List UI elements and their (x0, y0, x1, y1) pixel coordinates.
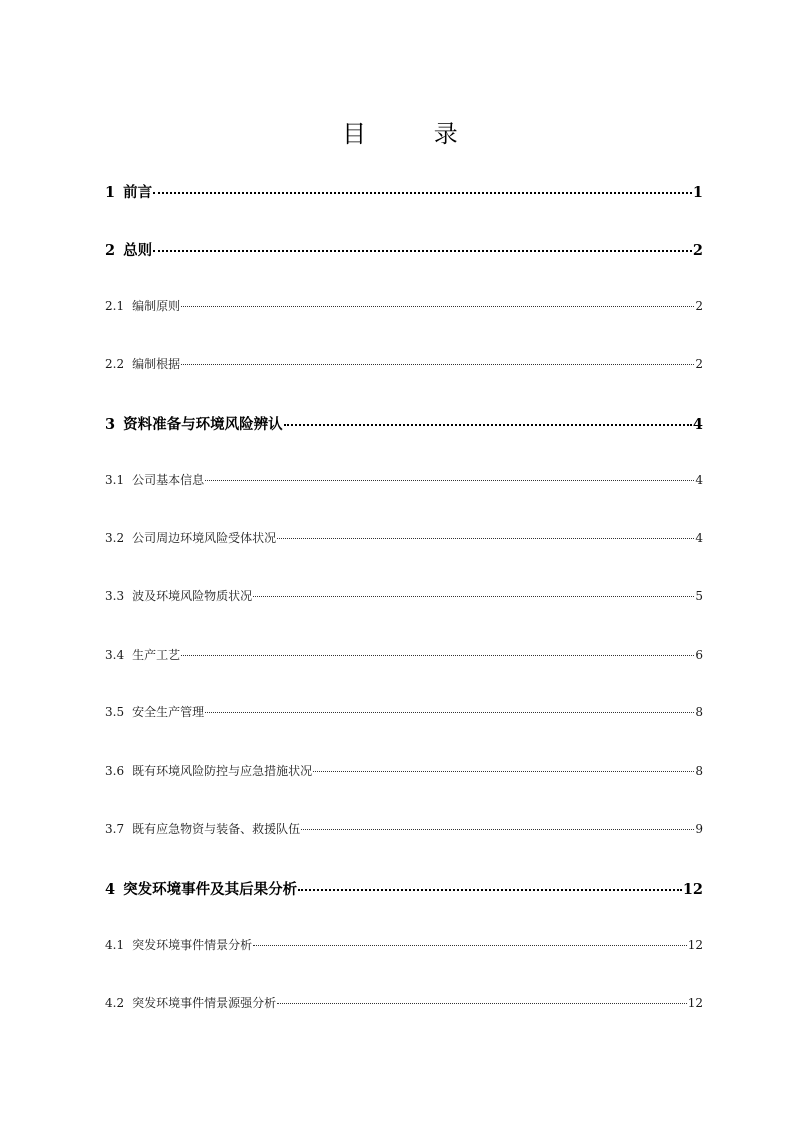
toc-entry-3-6[interactable] (105, 762, 703, 779)
toc-entry-3-1[interactable] (105, 471, 703, 488)
toc-entry-label: 4.1 突发环境事件情景分析 (105, 938, 253, 952)
toc-page-number: 12 (682, 880, 703, 898)
toc-page-number: 4 (692, 415, 703, 433)
toc-entry-label: 4 突发环境事件及其后果分析 (105, 880, 298, 898)
dot-leader (253, 584, 694, 597)
toc-entry-3-2[interactable] (105, 529, 703, 546)
toc-entry-label: 4.2 突发环境事件情景源强分析 (105, 996, 277, 1010)
toc-page-number: 2 (695, 299, 703, 313)
dot-leader (301, 817, 694, 830)
dot-leader (253, 933, 687, 946)
toc-entry-4[interactable] (105, 877, 703, 899)
toc-entry-label: 1 前言 (105, 183, 153, 201)
toc-entry-label: 3 资料准备与环境风险辨认 (105, 415, 283, 433)
toc-title: 目 录 (342, 120, 488, 148)
dot-leader (284, 409, 692, 426)
dot-leader (313, 759, 694, 772)
toc-entry-3-5[interactable] (105, 703, 703, 720)
toc-entry-3-3[interactable] (105, 587, 703, 604)
toc-entry-label: 2.1 编制原则 (105, 299, 181, 313)
toc-page-number: 8 (695, 705, 703, 719)
toc-page-number: 9 (695, 822, 703, 836)
toc-page-number: 8 (695, 764, 703, 778)
toc-entry-2-1[interactable] (105, 297, 703, 314)
toc-page-number: 2 (695, 357, 703, 371)
toc-entry-4-2[interactable] (105, 994, 703, 1011)
toc-entry-3-4[interactable] (105, 646, 703, 663)
dot-leader (181, 643, 694, 656)
dot-leader (277, 991, 687, 1004)
toc-entry-label: 3.1 公司基本信息 (105, 473, 205, 487)
toc-entry-label: 2 总则 (105, 241, 153, 259)
toc-page-number: 4 (695, 473, 703, 487)
toc-entry-label: 3.4 生产工艺 (105, 648, 181, 662)
toc-entry-label: 3.6 既有环境风险防控与应急措施状况 (105, 764, 313, 778)
dot-leader (181, 352, 694, 365)
toc-entry-3-7[interactable] (105, 820, 703, 837)
toc-page-number: 5 (695, 589, 703, 603)
toc-page-number: 4 (695, 531, 703, 545)
toc-entry-label: 2.2 编制根据 (105, 357, 181, 371)
toc-entry-3[interactable] (105, 412, 703, 434)
dot-leader (181, 294, 694, 307)
toc-entry-2[interactable] (105, 238, 703, 260)
toc-page-number: 12 (687, 996, 703, 1010)
dot-leader (153, 177, 692, 194)
toc-entry-4-1[interactable] (105, 936, 703, 953)
toc-entry-1[interactable] (105, 180, 703, 202)
toc-page-number: 1 (692, 183, 703, 201)
dot-leader (205, 468, 694, 481)
dot-leader (298, 874, 682, 891)
dot-leader (205, 700, 694, 713)
toc-page-number: 2 (692, 241, 703, 259)
toc-entry-label: 3.7 既有应急物资与装备、救援队伍 (105, 822, 301, 836)
dot-leader (277, 526, 694, 539)
toc-entry-label: 3.5 安全生产管理 (105, 705, 205, 719)
toc-entry-label: 3.3 波及环境风险物质状况 (105, 589, 253, 603)
toc-page-number: 6 (695, 648, 703, 662)
toc-page-number: 12 (687, 938, 703, 952)
toc-entry-2-2[interactable] (105, 355, 703, 372)
toc-entry-label: 3.2 公司周边环境风险受体状况 (105, 531, 277, 545)
dot-leader (153, 235, 692, 252)
